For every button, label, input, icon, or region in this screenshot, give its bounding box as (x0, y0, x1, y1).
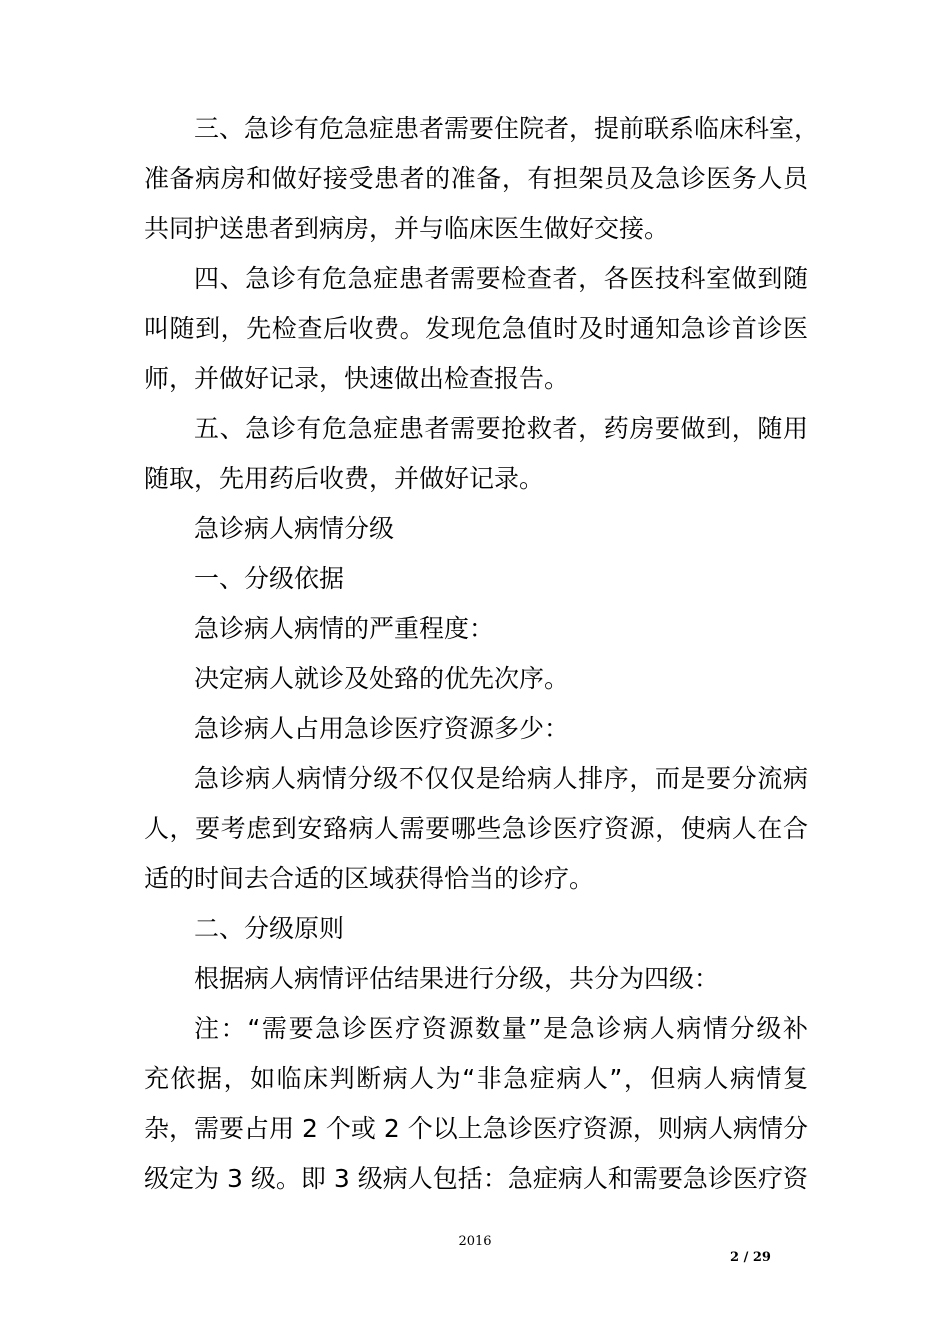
paragraph-line: 杂，需要占用 2 个或 2 个以上急诊医疗资源，则病人病情分 (144, 1114, 808, 1143)
paragraph-line: 叫随到，先检查后收费。发现危急值时及时通知急诊首诊医 (144, 314, 808, 343)
paragraph-line: 适的时间去合适的区域获得恰当的诊疗。 (144, 864, 595, 893)
footer-year: 2016 (458, 1234, 492, 1249)
section-heading: 一、分级依据 (194, 564, 345, 593)
document-body (144, 104, 820, 1204)
paragraph-line: 级定为 3 级。即 3 级病人包括：急症病人和需要急诊医疗资 (144, 1164, 808, 1193)
paragraph-line: 急诊病人病情分级不仅仅是给病人排序，而是要分流病 (194, 764, 808, 793)
paragraph-line: 充依据，如临床判断病人为“非急症病人”，但病人病情复 (144, 1064, 808, 1093)
paragraph-line: 急诊病人占用急诊医疗资源多少： (194, 714, 570, 743)
paragraph-line: 急诊病人病情的严重程度： (194, 614, 495, 643)
paragraph-line: 决定病人就诊及处臵的优先次序。 (194, 664, 570, 693)
page-number: 2 / 29 (730, 1250, 771, 1265)
paragraph-line: 师，并做好记录，快速做出检查报告。 (144, 364, 570, 393)
paragraph-line: 注：“需要急诊医疗资源数量”是急诊病人病情分级补 (194, 1014, 808, 1043)
section-heading: 二、分级原则 (194, 914, 345, 943)
paragraph-line: 根据病人病情评估结果进行分级，共分为四级： (194, 964, 720, 993)
paragraph-line: 共同护送患者到病房，并与临床医生做好交接。 (144, 214, 670, 243)
paragraph-line: 准备病房和做好接受患者的准备，有担架员及急诊医务人员 (144, 164, 808, 193)
section-heading: 急诊病人病情分级 (194, 514, 395, 543)
paragraph-line: 五、急诊有危急症患者需要抢救者，药房要做到，随用 (194, 414, 808, 443)
paragraph-line: 随取，先用药后收费，并做好记录。 (144, 464, 545, 493)
paragraph-line: 三、急诊有危急症患者需要住院者，提前联系临床科室， (194, 114, 820, 143)
paragraph-line: 人，要考虑到安臵病人需要哪些急诊医疗资源，使病人在合 (144, 814, 808, 843)
paragraph-line: 四、急诊有危急症患者需要检查者，各医技科室做到随 (194, 264, 808, 293)
